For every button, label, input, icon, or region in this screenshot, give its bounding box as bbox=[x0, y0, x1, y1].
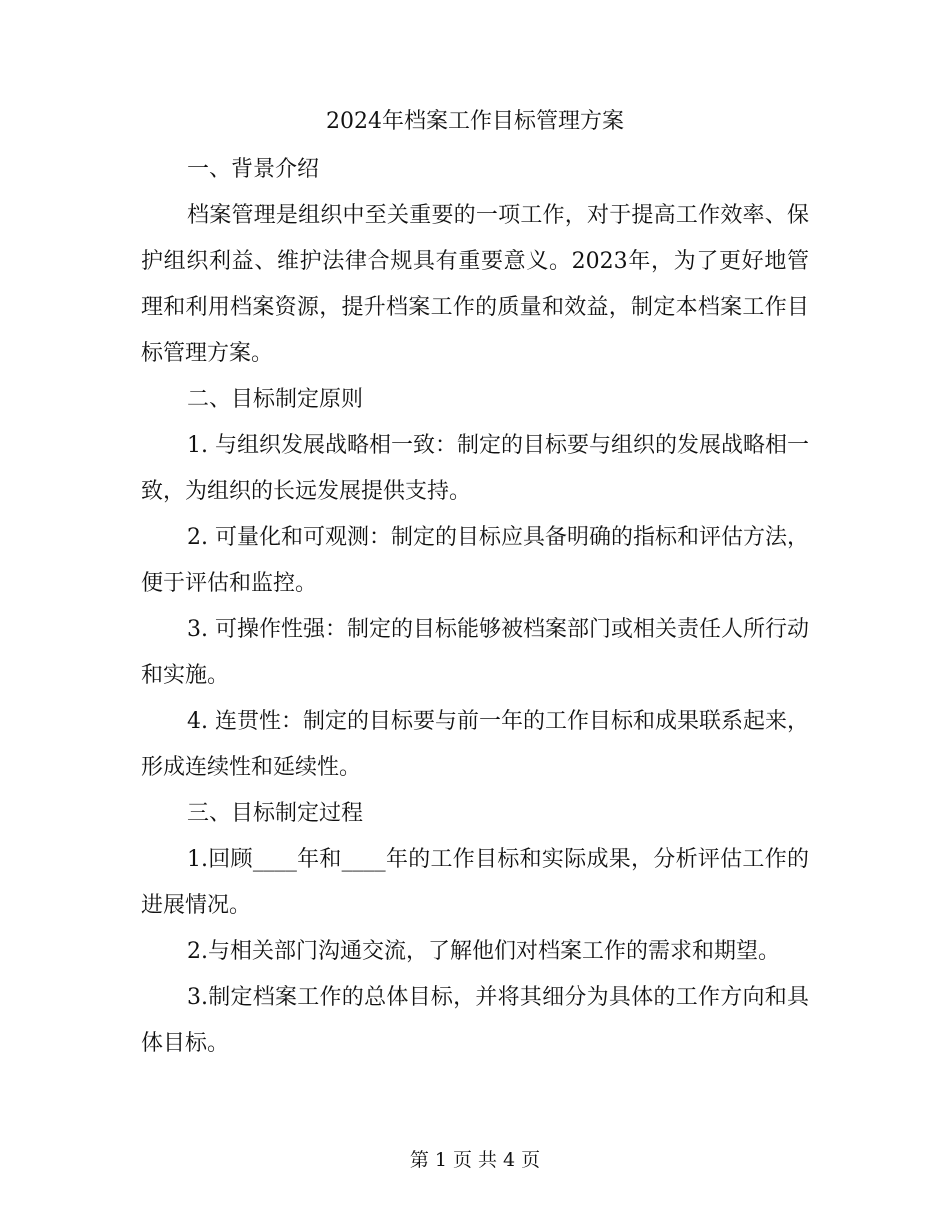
document-body bbox=[141, 147, 809, 1067]
document-title: 2024年档案工作目标管理方案 bbox=[326, 109, 624, 134]
paragraph-principle-2: 2. 可量化和可观测：制定的目标应具备明确的指标和评估方法，便于评估和监控。 bbox=[141, 525, 809, 596]
paragraph-process-1: 1.回顾____年和____年的工作目标和实际成果，分析评估工作的进展情况。 bbox=[141, 847, 809, 918]
paragraph-principle-3: 3. 可操作性强：制定的目标能够被档案部门或相关责任人所行动和实施。 bbox=[141, 617, 809, 688]
section-heading-background: 一、背景介绍 bbox=[187, 157, 320, 182]
section-heading-process: 三、目标制定过程 bbox=[187, 801, 364, 826]
page-number-footer: 第 1 页 共 4 页 bbox=[409, 1149, 541, 1171]
paragraph-process-2: 2.与相关部门沟通交流，了解他们对档案工作的需求和期望。 bbox=[187, 939, 780, 964]
paragraph-background: 档案管理是组织中至关重要的一项工作，对于提高工作效率、保护组织利益、维护法律合规具有重要意义。2023年，为了更好地管理和利用档案资源，提升档案工作的质量和效益，制定本档案工作目标管理方案。 bbox=[141, 203, 809, 366]
section-heading-principles: 二、目标制定原则 bbox=[187, 387, 364, 412]
paragraph-process-3: 3.制定档案工作的总体目标，并将其细分为具体的工作方向和具体目标。 bbox=[141, 985, 809, 1056]
paragraph-principle-4: 4. 连贯性：制定的目标要与前一年的工作目标和成果联系起来，形成连续性和延续性。 bbox=[141, 709, 809, 780]
paragraph-principle-1: 1. 与组织发展战略相一致：制定的目标要与组织的发展战略相一致，为组织的长远发展提供支持。 bbox=[141, 433, 809, 504]
